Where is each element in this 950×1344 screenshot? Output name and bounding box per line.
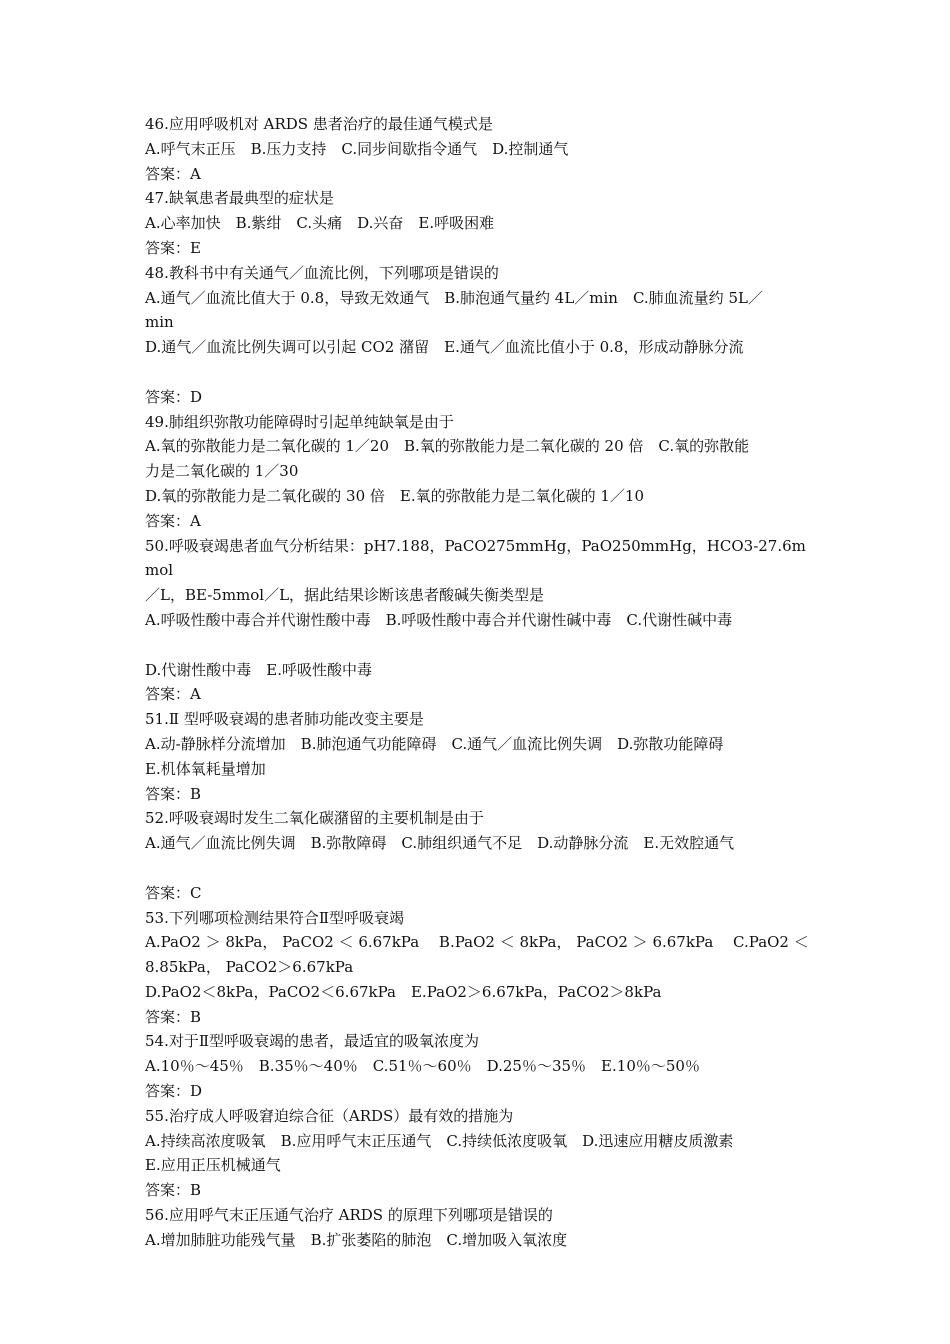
- options-49-line-2: 力是二氧化碳的 1／30: [145, 462, 299, 481]
- options-46: A.呼气末正压 B.压力支持 C.同步间歇指令通气 D.控制通气: [145, 139, 569, 158]
- options-51-line-1: A.动-静脉样分流增加 B.肺泡通气功能障碍 C.通气／血流比例失调 D.弥散功能障碍: [145, 734, 724, 753]
- answer-52: 答案：C: [145, 883, 202, 902]
- options-53-line-3: D.PaO2＜8kPa，PaCO2＜6.67kPa E.PaO2＞6.67kPa，PaCO2＞8kPa: [145, 982, 662, 1001]
- question-55: 55.治疗成人呼吸窘迫综合征（ARDS）最有效的措施为: [145, 1106, 514, 1125]
- answer-48: 答案：D: [145, 387, 203, 406]
- document-page: [145, 112, 809, 1253]
- options-48-line-2: min: [145, 313, 174, 332]
- options-47: A.心率加快 B.紫绀 C.头痛 D.兴奋 E.呼吸困难: [145, 214, 495, 233]
- options-48-line-1: A.通气／血流比值大于 0.8，导致无效通气 B.肺泡通气量约 4L／min C.肺血流量约 5L／: [145, 288, 763, 307]
- options-52: A.通气／血流比例失调 B.弥散障碍 C.肺组织通气不足 D.动静脉分流 E.无效腔通气: [145, 834, 735, 853]
- options-50-line-2: D.代谢性酸中毒 E.呼吸性酸中毒: [145, 660, 372, 679]
- options-53-line-2: 8.85kPa， PaCO2＞6.67kPa: [145, 958, 354, 977]
- answer-54: 答案：D: [145, 1082, 203, 1101]
- options-53-line-1: A.PaO2 ＞ 8kPa， PaCO2 ＜ 6.67kPa B.PaO2 ＜ 8kPa， PaCO2 ＞ 6.67kPa C.PaO2 ＜: [145, 933, 809, 952]
- options-55-line-2: E.应用正压机械通气: [145, 1156, 281, 1175]
- question-50-line-1: 50.呼吸衰竭患者血气分析结果：pH7.188，PaCO275mmHg，PaO250mmHg，HCO3-27.6mmol: [145, 536, 806, 580]
- question-50-line-2: ／L，BE-5mmol／L，据此结果诊断该患者酸碱失衡类型是: [145, 586, 545, 605]
- question-46: 46.应用呼吸机对 ARDS 患者治疗的最佳通气模式是: [145, 115, 493, 133]
- answer-49: 答案：A: [145, 511, 201, 530]
- answer-55: 答案：B: [145, 1181, 202, 1200]
- question-56: 56.应用呼气末正压通气治疗 ARDS 的原理下列哪项是错误的: [145, 1206, 553, 1225]
- options-49-line-3: D.氧的弥散能力是二氧化碳的 30 倍 E.氧的弥散能力是二氧化碳的 1／10: [145, 486, 645, 505]
- options-51-line-2: E.机体氧耗量增加: [145, 759, 266, 778]
- question-52: 52.呼吸衰竭时发生二氧化碳潴留的主要机制是由于: [145, 809, 484, 828]
- options-49-line-1: A.氧的弥散能力是二氧化碳的 1／20 B.氧的弥散能力是二氧化碳的 20 倍 C.氧的弥散能: [145, 437, 750, 456]
- answer-53: 答案：B: [145, 1007, 202, 1026]
- blank-line: [145, 360, 809, 385]
- answer-50: 答案：A: [145, 685, 201, 704]
- options-55-line-1: A.持续高浓度吸氧 B.应用呼气末正压通气 C.持续低浓度吸氧 D.迅速应用糖皮质激素: [145, 1131, 734, 1150]
- answer-47: 答案：E: [145, 238, 201, 257]
- question-47: 47.缺氧患者最典型的症状是: [145, 189, 334, 208]
- answer-51: 答案：B: [145, 784, 202, 803]
- blank-line: [145, 633, 809, 658]
- question-48: 48.教科书中有关通气／血流比例，下列哪项是错误的: [145, 263, 499, 282]
- answer-46: 答案：A: [145, 164, 201, 183]
- question-49: 49.肺组织弥散功能障碍时引起单纯缺氧是由于: [145, 412, 454, 431]
- question-53: 53.下列哪项检测结果符合Ⅱ型呼吸衰竭: [145, 908, 405, 927]
- question-54: 54.对于Ⅱ型呼吸衰竭的患者，最适宜的吸氧浓度为: [145, 1032, 480, 1051]
- options-56: A.增加肺脏功能残气量 B.扩张萎陷的肺泡 C.增加吸入氧浓度: [145, 1230, 568, 1249]
- question-51: 51.Ⅱ 型呼吸衰竭的患者肺功能改变主要是: [145, 710, 424, 729]
- options-54: A.10％～45％ B.35％～40％ C.51％～60％ D.25％～35％ E.10％～50％: [145, 1057, 700, 1076]
- blank-line: [145, 856, 809, 881]
- options-48-line-3: D.通气／血流比例失调可以引起 CO2 潴留 E.通气／血流比值小于 0.8，形成动静脉分流: [145, 338, 744, 357]
- options-50-line-1: A.呼吸性酸中毒合并代谢性酸中毒 B.呼吸性酸中毒合并代谢性碱中毒 C.代谢性碱中毒: [145, 610, 733, 629]
